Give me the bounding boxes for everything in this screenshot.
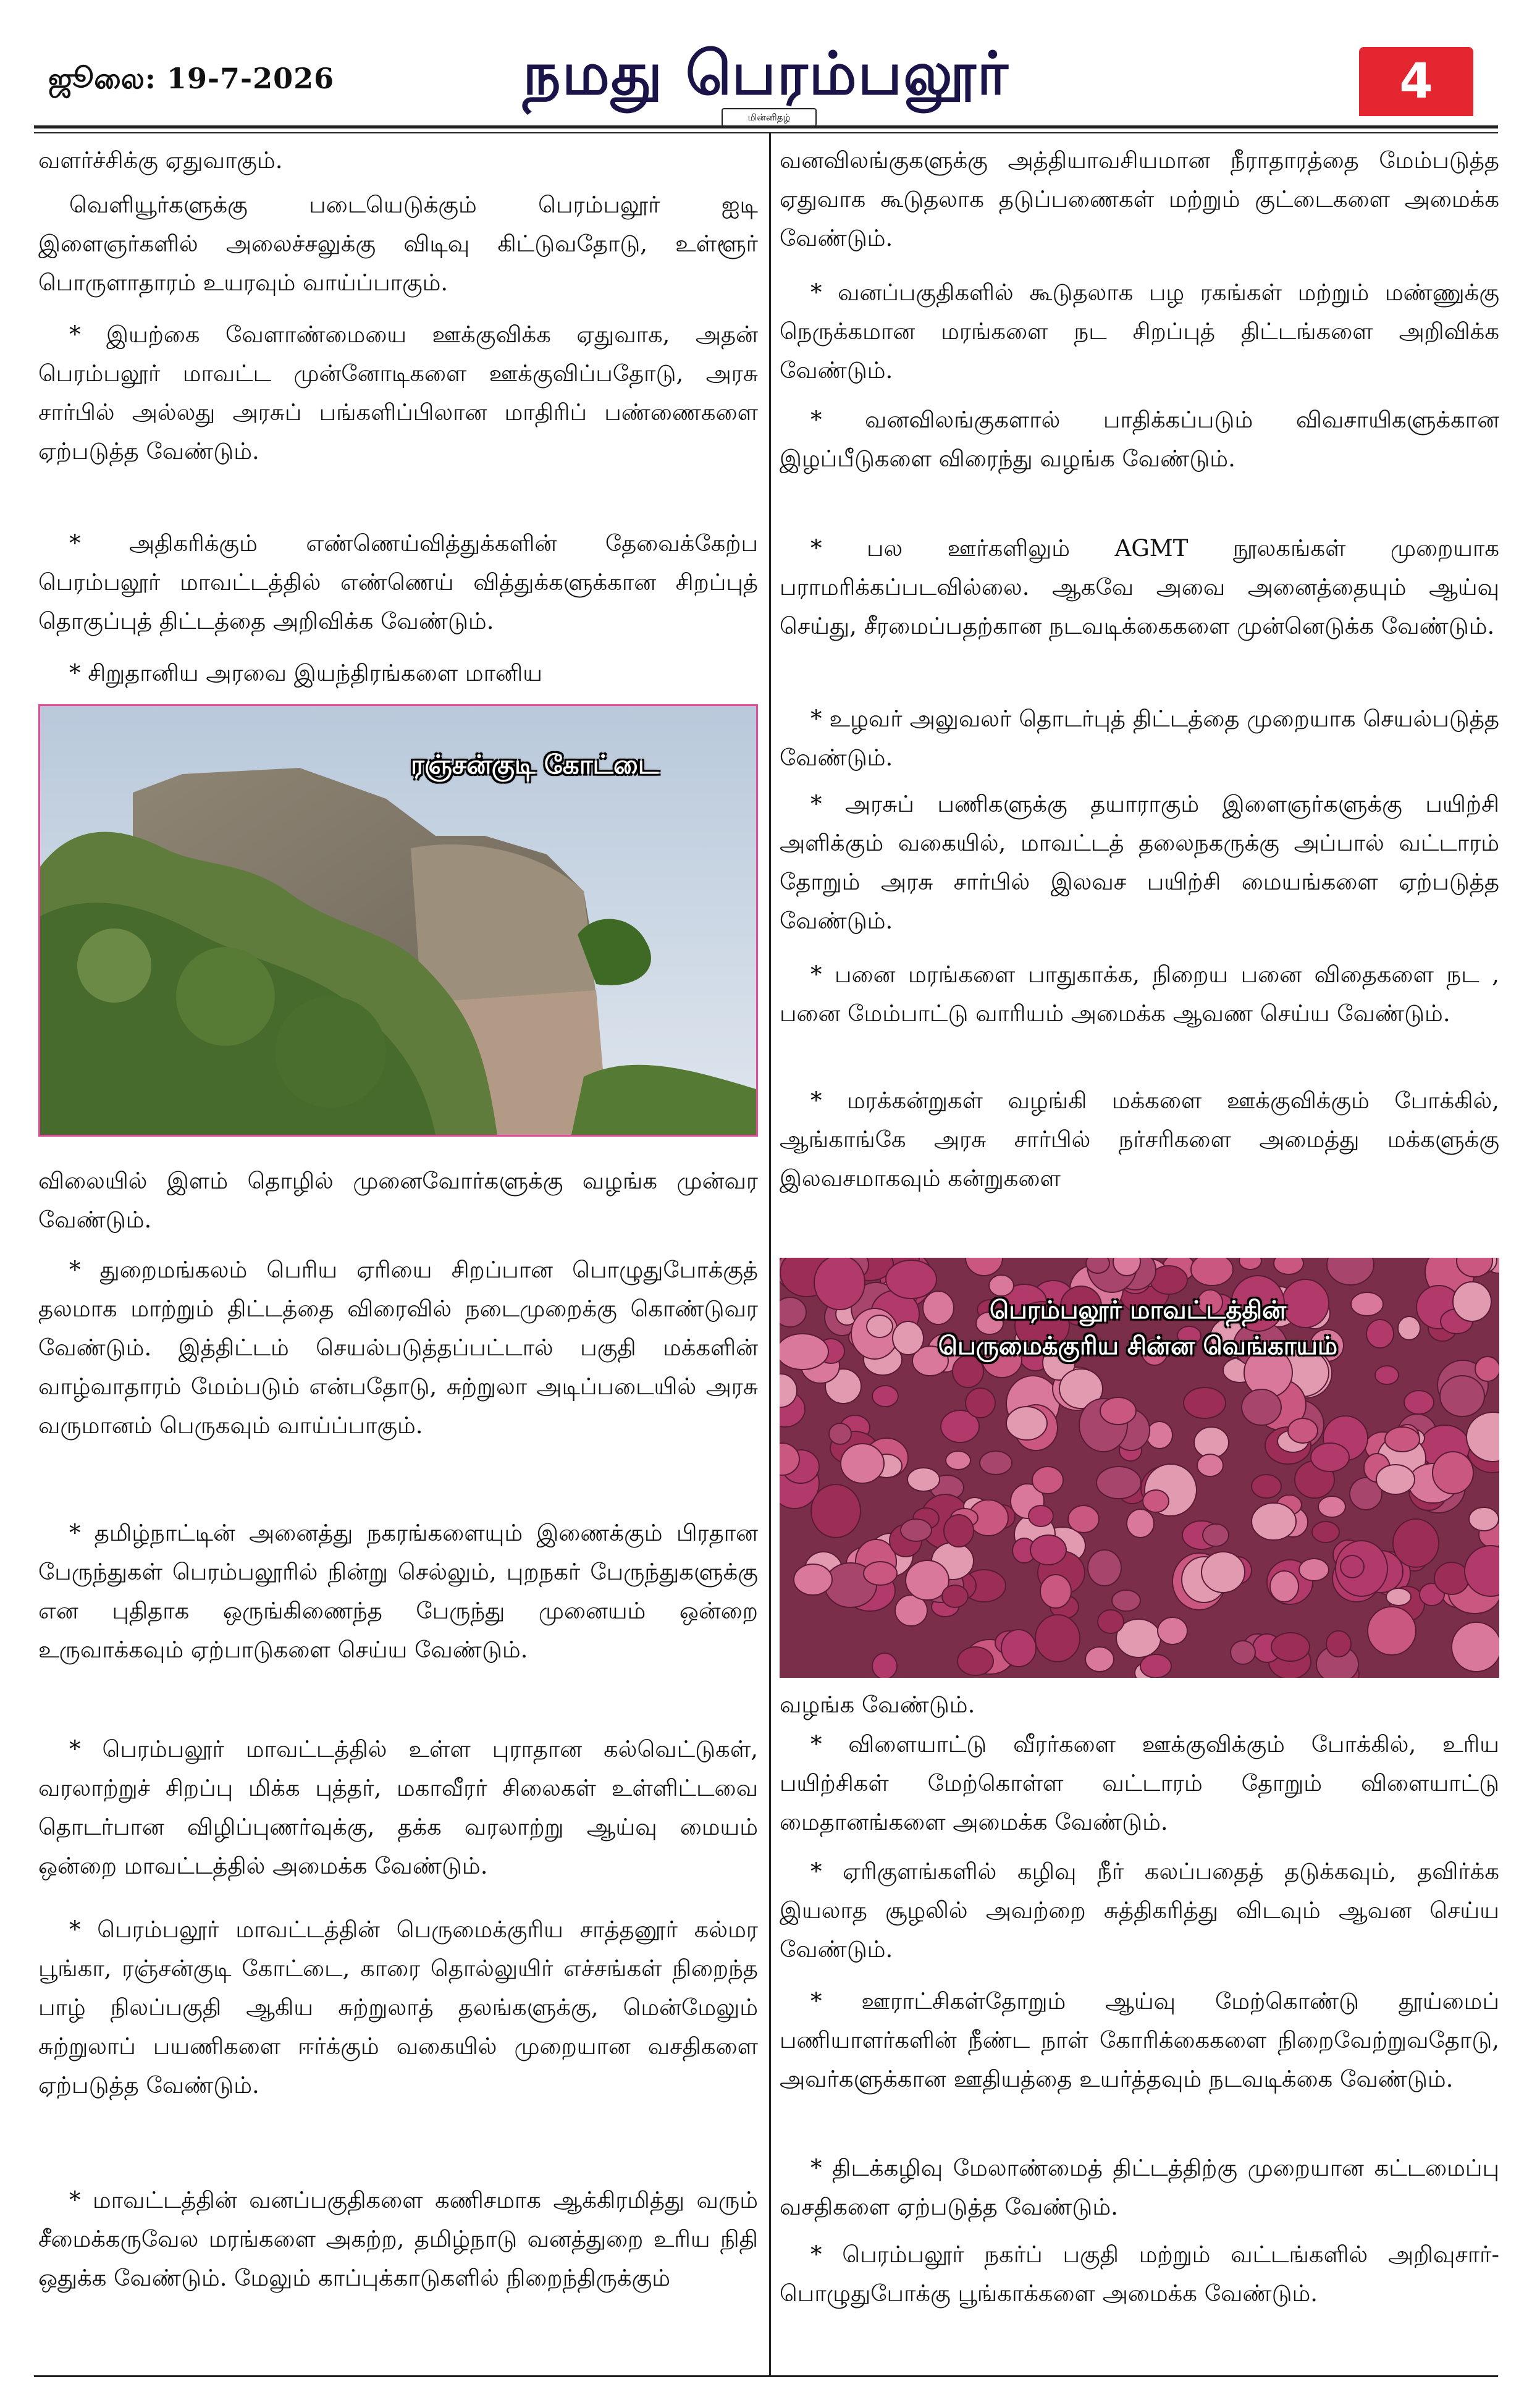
issue-date: ஜூலை: 19-7-2026 <box>48 62 335 95</box>
article-paragraph: * பெரம்பலூர் மாவட்டத்தின் பெருமைக்குரிய சாத்தனூர் கல்மர பூங்கா, ரஞ்சன்குடி கோட்டை, காரை தொல்லுயிர் எச்சங்கள் நிறைந்த பாழ் நிலப்பகுதி ஆகிய சுற்றுலாத் தலங்களுக்கு, மென்மேலும் சுற்றுலாப் பயணிகளை ஈர்க்கும் வகையில் முறையான வசதிகளை ஏற்படுத்த வேண்டும். <box>38 1916 758 2099</box>
article-paragraph: * ஊராட்சிகள்தோறும் ஆய்வு மேற்கொண்டு தூய்மைப் பணியாளர்களின் நீண்ட நாள் கோரிக்கைகளை நிறைவேற்றுவதோடு, அவர்களுக்கான ஊதியத்தை உயர்த்தவும் நடவடிக்கை வேண்டும். <box>780 1988 1499 2092</box>
onion-shape <box>794 1564 832 1595</box>
onion-shape <box>1311 1443 1349 1471</box>
onion-shape <box>1001 1630 1036 1667</box>
onion-shape <box>829 1423 851 1444</box>
onion-shape <box>1006 1407 1047 1440</box>
onion-shape <box>893 1321 924 1355</box>
onion-shape <box>1203 1524 1229 1546</box>
onion-shape <box>1032 1467 1063 1494</box>
onion-shape <box>1393 1519 1439 1567</box>
article-paragraph: * அதிகரிக்கும் எண்ணெய்வித்துக்களின் தேவைக்கேற்ப பெரம்பலூர் மாவட்டத்தில் எண்ணெய் வித்துக்களுக்கான சிறப்புத் தொகுப்புத் திட்டத்தை அறிவிக்க வேண்டும். <box>38 530 758 634</box>
onion-shape <box>811 1484 861 1538</box>
onion-shape <box>942 1585 968 1607</box>
onion-shape <box>1035 1615 1080 1662</box>
page-number-badge: 4 <box>1359 47 1473 116</box>
article-paragraph: * துறைமங்கலம் பெரிய ஏரியை சிறப்பான பொழுதுபோக்குத் தலமாக மாற்றும் திட்டத்தை விரைவில் நடைமுறைக்கு கொண்டுவர வேண்டும். இத்திட்டம் செயல்படுத்தப்பட்டால் பகுதி மக்களின் வாழ்வாதாரம் மேம்படும் என்பதோடு, சுற்றுலா அடிப்படையில் அரசு வருமானம் பெருகவும் வாய்ப்பாகும். <box>38 1257 758 1439</box>
onion-shape <box>1433 1452 1473 1494</box>
onion-shape <box>841 1444 884 1483</box>
onion-shape <box>1475 1357 1499 1381</box>
article-paragraph: * திடக்கழிவு மேலாண்மைத் திட்டத்திற்கு முறையான கட்டமைப்பு வசதிகளை ஏற்படுத்த வேண்டும். <box>780 2155 1499 2220</box>
onion-shape <box>1271 1633 1310 1661</box>
onion-shape <box>1312 1522 1339 1543</box>
onion-shape <box>1086 1258 1109 1273</box>
onion-shape <box>1440 1376 1484 1417</box>
onion-shape <box>1040 1575 1071 1608</box>
onion-shape <box>946 1451 970 1470</box>
onion-shape <box>901 1519 932 1541</box>
onion-shape <box>966 1388 995 1418</box>
article-paragraph: * அரசுப் பணிகளுக்கு தயாராகும் இளைஞர்களுக்கு பயிற்சி அளிக்கும் வகையில், மாவட்டத் தலைநகருக்கு அப்பால் வட்டாரம் தோறும் அரசு சார்பில் இலவச பயிற்சி மையங்களை ஏற்படுத்த வேண்டும். <box>780 791 1499 934</box>
onion-shape <box>1252 1503 1296 1540</box>
onion-shape <box>1404 1391 1434 1414</box>
article-paragraph: * சிறுதானிய அரவை இயந்திரங்களை மானிய <box>69 660 542 686</box>
header-rule <box>34 125 1498 128</box>
onion-shape <box>980 1451 1012 1475</box>
onion-shape <box>1085 1647 1114 1672</box>
newspaper-title: நமது பெரம்பலூர் <box>523 38 1009 108</box>
onion-shape <box>1453 1282 1491 1321</box>
onion-shape <box>1239 1258 1261 1269</box>
onion-shape <box>867 1315 893 1337</box>
onion-shape <box>814 1258 865 1310</box>
onion-shape <box>1340 1556 1364 1578</box>
onion-shape <box>1140 1654 1171 1678</box>
onion-shape <box>1270 1571 1298 1602</box>
article-paragraph: வனவிலங்குகளுக்கு அத்தியாவசியமான நீராதாரத்தை மேம்படுத்த ஏதுவாக கூடுதலாக தடுப்பணைகள் மற்றும் குட்டைகளை அமைக்க வேண்டும். <box>780 147 1499 251</box>
newspaper-subtitle: மின்னிதழ் <box>722 108 817 127</box>
article-paragraph: விலையில் இளம் தொழில் முனைவோர்களுக்கு வழங்க முன்வர வேண்டும். <box>38 1168 758 1233</box>
onion-shape <box>1368 1607 1416 1655</box>
article-paragraph: வளர்ச்சிக்கு ஏதுவாகும். <box>38 147 283 174</box>
onion-shape <box>780 1334 828 1370</box>
onion-shape <box>1029 1505 1053 1526</box>
onion-shape <box>1434 1562 1469 1594</box>
onion-shape <box>1351 1292 1383 1316</box>
onion-shape <box>1098 1610 1124 1633</box>
footer-rule <box>34 2375 1498 2377</box>
article-paragraph: * வனவிலங்குகளால் பாதிக்கப்படும் விவசாயிகளுக்கான இழப்பீடுகளை விரைந்து வழங்க வேண்டும். <box>780 406 1499 472</box>
small-onion-photo <box>780 1258 1499 1678</box>
article-paragraph: * வனப்பகுதிகளில் கூடுதலாக பழ ரகங்கள் மற்றும் மண்ணுக்கு நெருக்கமான மரங்களை நட சிறப்புத் திட்டங்களை அறிவிக்க வேண்டும். <box>780 279 1499 384</box>
onion-shape <box>1398 1316 1420 1340</box>
onion-shape <box>1100 1397 1136 1425</box>
article-paragraph: * உழவர் அலுவலர் தொடர்புத் திட்டத்தை முறையாக செயல்படுத்த வேண்டும். <box>780 705 1499 771</box>
onion-shape <box>1386 1588 1411 1606</box>
onion-shape <box>1147 1421 1172 1449</box>
onion-shape <box>872 1653 897 1678</box>
article-paragraph: * பெரம்பலூர் மாவட்டத்தில் உள்ள புராதான கல்வெட்டுகள், வரலாற்றுச் சிறப்பு மிக்க புத்தர், மகாவீரர் சிலைகள் உள்ளிட்டவை தொடர்பான விழிப்புணர்வுக்கு, தக்க வரலாற்று ஆய்வு மையம் ஒன்றை மாவட்டத்தில் அமைக்க வேண்டும். <box>38 1736 758 1879</box>
onion-shape <box>1143 1490 1169 1512</box>
onion-shape <box>1191 1258 1233 1286</box>
fort-photo-caption: ரஞ்சன்குடி கோட்டை <box>411 749 659 780</box>
article-paragraph: வழங்க வேண்டும். <box>780 1691 975 1718</box>
onion-shape <box>1375 1366 1399 1384</box>
onion-shape <box>1242 1389 1281 1425</box>
onion-caption-line2: பெருமைக்குரிய சின்ன வெங்காயம் <box>938 1332 1338 1360</box>
article-paragraph: வெளியூர்களுக்கு படையெடுக்கும் பெரம்பலூர் ஐடி இளைஞர்களில் அலைச்சலுக்கு விடிவு கிட்டுவதோடு, உள்ளூர் பொருளாதாரம் உயரவும் வாய்ப்பாகும். <box>38 192 758 296</box>
onion-shape <box>1202 1552 1245 1593</box>
article-paragraph: * பெரம்பலூர் நகர்ப் பகுதி மற்றும் வட்டங்களில் அறிவுசார்- பொழுதுபோக்கு பூங்காக்களை அமைக்க வேண்டும். <box>780 2241 1499 2307</box>
onion-shape <box>1252 1475 1281 1498</box>
article-paragraph: * பனை மரங்களை பாதுகாக்க, நிறைய பனை விதைகளை நட , பனை மேம்பாட்டு வாரியம் அமைக்க ஆவண செய்ய வேண்டும். <box>780 961 1499 1027</box>
onion-shape <box>864 1562 897 1585</box>
article-paragraph: * விளையாட்டு வீரர்களை ஊக்குவிக்கும் போக்கில், உரிய பயிற்சிகள் மேற்கொள்ள வட்டாரம் தோறும் விளையாட்டு மைதானங்களை அமைக்க வேண்டும். <box>780 1731 1499 1835</box>
onion-shape <box>1385 1427 1420 1452</box>
onion-shape <box>1274 1258 1303 1274</box>
onion-shape <box>907 1468 940 1491</box>
header-rule-thin <box>34 132 1498 133</box>
onion-shape <box>1366 1320 1394 1348</box>
onion-shape <box>1112 1590 1140 1611</box>
article-paragraph: * தமிழ்நாட்டின் அனைத்து நகரங்களையும் இணைக்கும் பிரதான பேருந்துகள் பெரம்பலூரில் நின்று செல்லும், புறநகர் பேருந்துகளுக்கு என புதிதாக ஒருங்கிணைந்த பேருந்து முனையம் ஒன்றை உருவாக்கவும் ஏற்பாடுகளை செய்ய வேண்டும். <box>38 1520 758 1663</box>
onion-shape <box>1068 1505 1099 1533</box>
onion-shape <box>1469 1507 1499 1531</box>
onion-shape <box>1318 1496 1345 1517</box>
onion-shape <box>1288 1418 1318 1443</box>
onion-shape <box>1299 1559 1329 1581</box>
column-divider <box>769 133 771 2376</box>
ranjankudi-fort-photo <box>38 704 758 1137</box>
article-paragraph: * ஏரிகுளங்களில் கழிவு நீர் கலப்பதைத் தடுக்கவும், தவிர்க்க இயலாத சூழலில் அவற்றை சுத்திகரித்து விடவும் ஆவன செய்ய வேண்டும். <box>780 1858 1499 1963</box>
article-paragraph: * பல ஊர்களிலும் AGMT நூலகங்கள் முறையாக பராமரிக்கப்படவில்லை. ஆகவே அவை அனைத்தையும் ஆய்வு செய்து, சீரமைப்பதற்கான நடவடிக்கைகளை முன்னெடுக்க வேண்டும். <box>780 535 1499 639</box>
onion-shape <box>1194 1427 1229 1458</box>
article-paragraph: * மரக்கன்றுகள் வழங்கி மக்களை ஊக்குவிக்கும் போக்கில், ஆங்காங்கே அரசு சார்பில் நர்சரிகளை அமைத்து மக்களுக்கு இலவசமாகவும் கன்றுகளை <box>780 1087 1499 1192</box>
onion-shape <box>1096 1467 1141 1499</box>
onion-shape <box>1030 1535 1066 1565</box>
onion-shape <box>1376 1465 1415 1494</box>
onion-shape <box>1158 1617 1187 1644</box>
onion-shape <box>958 1647 993 1675</box>
onion-shape <box>1127 1509 1154 1538</box>
onion-shape <box>1184 1387 1226 1418</box>
onion-shape <box>944 1515 974 1547</box>
onion-shape <box>1088 1550 1121 1586</box>
article-paragraph: * இயற்கை வேளாண்மையை ஊக்குவிக்க ஏதுவாக, அதன் பெரம்பலூர் மாவட்ட முன்னோடிகளை ஊக்குவிப்பதோடு, அரசு சார்பில் அல்லது அரசுப் பங்களிப்பிலான மாதிரிப் பண்ணைகளை ஏற்படுத்த வேண்டும். <box>38 321 758 465</box>
onion-shape <box>1452 1622 1499 1672</box>
onion-shape <box>1326 1631 1351 1657</box>
onion-shape <box>872 1386 898 1407</box>
onion-shape <box>780 1297 806 1327</box>
article-paragraph: * மாவட்டத்தின் வனப்பகுதிகளை கணிசமாக ஆக்கிரமித்து வரும் சீமைக்கருவேல மரங்களை அகற்ற, தமிழ்நாடு வனத்துறை உரிய நிதி ஒதுக்க வேண்டும். மேலும் காப்புக்காடுகளில் நிறைந்திருக்கும் <box>38 2187 758 2291</box>
onion-shape <box>1231 1641 1255 1664</box>
onion-photo-caption <box>922 1292 1354 1364</box>
onion-caption-line1: பெரம்பலூர் மாவட்டத்தின் <box>990 1296 1286 1324</box>
onion-shape <box>1197 1454 1223 1476</box>
